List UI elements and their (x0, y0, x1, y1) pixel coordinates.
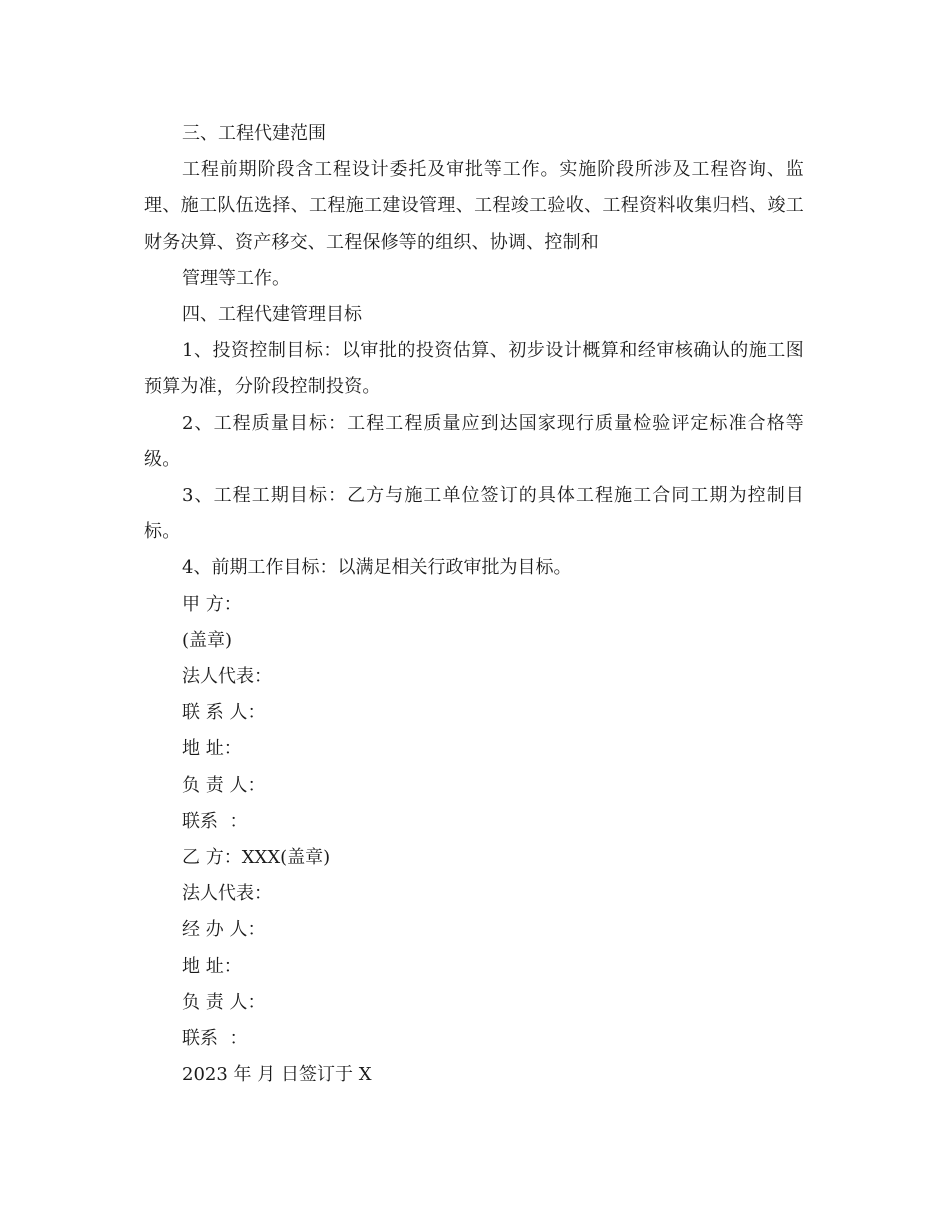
goal-quality: 2、工程质量目标：工程工程质量应到达国家现行质量检验评定标准合格等级。 (144, 412, 804, 470)
party-a-block (144, 587, 804, 840)
party-b-responsible: 负 责 人： (182, 991, 266, 1013)
party-b-address: 地 址： (182, 955, 242, 977)
goal-schedule: 3、工程工期目标：乙方与施工单位签订的具体工程施工合同工期为控制目标。 (144, 485, 804, 543)
goal-preliminary: 4、前期工作目标：以满足相关行政审批为目标。 (182, 557, 572, 579)
section3-body: 工程前期阶段含工程设计委托及审批等工作。实施阶段所涉及工程咨询、监理、施工队伍选择、工程施工建设管理、工程竣工验收、工程资料收集归档、竣工财务决算、资产移交、工程保修等的组织、协调、控制和 (144, 159, 804, 253)
party-a-responsible: 负 责 人： (182, 774, 266, 796)
section3-heading: 三、工程代建范围 (182, 123, 326, 144)
party-a-contact: 联系 ： (182, 810, 248, 832)
section3-tail: 管理等工作。 (182, 267, 290, 289)
document-body (144, 116, 804, 1093)
party-a-legal-rep: 法人代表： (182, 666, 272, 688)
section4-heading: 四、工程代建管理目标 (182, 304, 362, 326)
party-a-contact-person: 联 系 人： (182, 702, 266, 724)
party-b-contact: 联系 ： (182, 1028, 248, 1050)
party-a-seal: (盖章) (182, 629, 233, 651)
goal-investment: 1、投资控制目标：以审批的投资估算、初步设计概算和经审核确认的施工图预算为准，分阶段控制投资。 (144, 340, 804, 398)
party-b-legal-rep: 法人代表： (182, 883, 272, 905)
signing-date: 2023 年 月 日签订于 X (182, 1064, 372, 1086)
party-b-block (144, 840, 804, 1057)
party-a-address: 地 址： (182, 738, 242, 760)
party-b-label: 乙 方：XXX(盖章) (182, 847, 331, 869)
party-b-handler: 经 办 人： (182, 919, 266, 941)
party-a-label: 甲 方： (182, 593, 242, 615)
